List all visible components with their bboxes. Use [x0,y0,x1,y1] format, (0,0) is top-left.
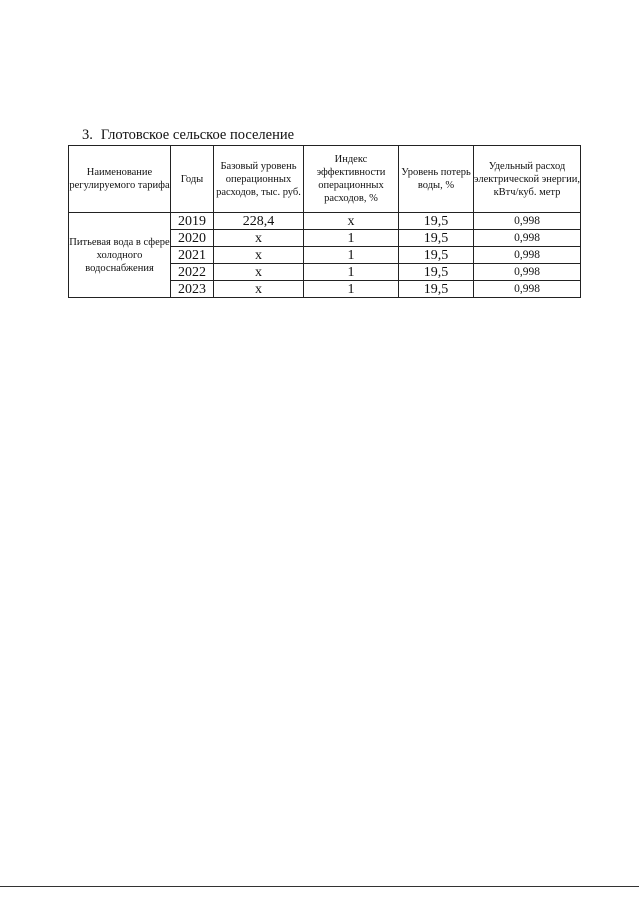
water-loss-cell: 19,5 [399,213,474,230]
base-level-cell: x [214,247,304,264]
table-header-row [69,146,581,213]
header-energy-consumption: Удельный расход электрической энергии, кВтч/куб. метр [474,146,581,213]
efficiency-index-cell: 1 [304,264,399,281]
year-cell: 2022 [171,264,214,281]
base-level-cell: x [214,264,304,281]
base-level-cell: x [214,281,304,298]
year-cell: 2023 [171,281,214,298]
header-water-loss: Уровень потерь воды, % [399,146,474,213]
tariff-name-cell: Питьевая вода в сфере холодного водоснабжения [69,213,171,298]
water-loss-cell: 19,5 [399,230,474,247]
efficiency-index-cell: x [304,213,399,230]
header-years: Годы [171,146,214,213]
base-level-cell: x [214,230,304,247]
water-loss-cell: 19,5 [399,247,474,264]
energy-cell: 0,998 [474,281,581,298]
energy-cell: 0,998 [474,213,581,230]
energy-cell: 0,998 [474,247,581,264]
table-row [69,213,581,230]
header-base-level: Базовый уровень операционных расходов, тыс. руб. [214,146,304,213]
section-title: Глотовское сельское поселение [100,127,295,143]
base-level-cell: 228,4 [214,213,304,230]
energy-cell: 0,998 [474,264,581,281]
section-number: 3. [82,127,93,143]
efficiency-index-cell: 1 [304,230,399,247]
water-loss-cell: 19,5 [399,281,474,298]
efficiency-index-cell: 1 [304,281,399,298]
year-cell: 2019 [171,213,214,230]
year-cell: 2021 [171,247,214,264]
water-loss-cell: 19,5 [399,264,474,281]
efficiency-index-cell: 1 [304,247,399,264]
energy-cell: 0,998 [474,230,581,247]
year-cell: 2020 [171,230,214,247]
page-bottom-divider [0,886,639,887]
tariff-table [68,145,581,298]
header-efficiency-index: Индекс эффективности операционных расходов, % [304,146,399,213]
header-tariff-name: Наименование регулируемого тарифа [69,146,171,213]
section-heading [82,127,294,144]
